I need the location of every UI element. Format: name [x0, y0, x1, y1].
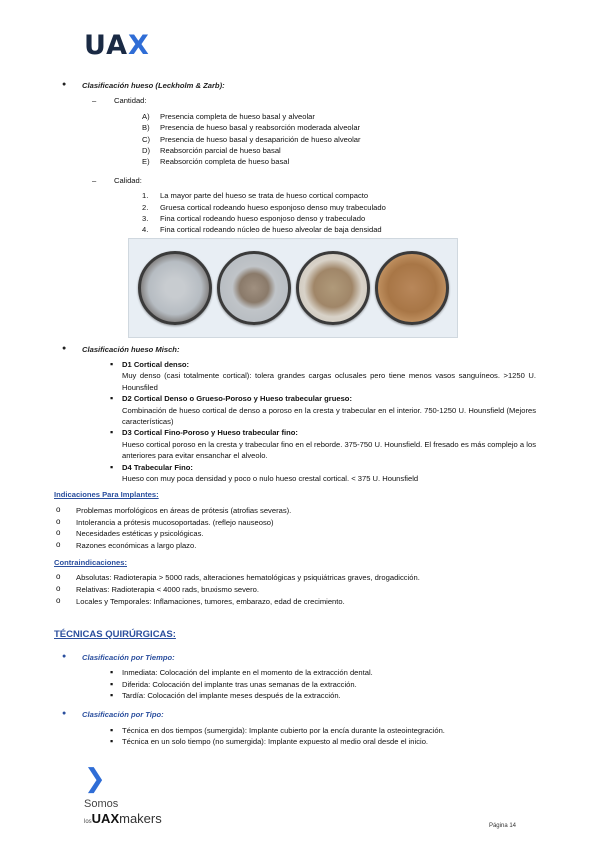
list-item: ▪ D2 Cortical Denso o Grueso-Poroso y Hueso trabecular grueso: Combinación de hueso cortical de denso a poroso en la cresta y trabecular en el interior. 750-1250 U. Hounsfield (Mejores características) — [110, 393, 536, 427]
list-item: ▪ D1 Cortical denso: Muy denso (casi totalmente cortical): tolera grandes cargas oclusales pero tiene menos vasos sanguíneos. >1250 U. Hounsfiled — [110, 359, 536, 393]
tecnicas-heading: TÉCNICAS QUIRÚRGICAS: — [54, 628, 176, 640]
indicaciones-list — [54, 505, 536, 552]
list-item: E) Reabsorción completa de hueso basal — [142, 157, 290, 167]
tiempo-list — [62, 667, 536, 701]
list-item: A) Presencia completa de hueso basal y alveolar — [142, 111, 315, 121]
misch-list — [62, 359, 536, 484]
list-item: o Locales y Temporales: Inflamaciones, tumores, embarazo, edad de crecimiento. — [54, 596, 536, 608]
cantidad-list — [62, 111, 536, 168]
uax-logo: UAX — [84, 30, 150, 61]
list-item: 1. La mayor parte del hueso se trata de hueso cortical compacto — [142, 191, 369, 201]
tipo-list — [62, 725, 536, 748]
list-item: ▪ Técnica en un solo tiempo (no sumergida): Implante expuesto al medio oral desde el inicio. — [110, 736, 536, 747]
bone-sample-2 — [217, 251, 291, 325]
page-number: Página 14 — [488, 823, 516, 829]
list-item: ▪ Diferida: Colocación del implante tras unas semanas de la extracción. — [110, 679, 536, 690]
chevron-right-icon: ❯ — [84, 764, 106, 794]
list-item: ▪ Técnica en dos tiempos (sumergida): Implante cubierto por la encía durante la osteointegración. — [110, 725, 536, 736]
list-item: o Absolutas: Radioterapia > 5000 rads, alteraciones hematológicas y psiquiátricas graves, drogadicción. — [54, 572, 536, 584]
bone-sample-3 — [296, 251, 370, 325]
list-item: ▪ Tardía: Colocación del implante meses después de la extracción. — [110, 690, 536, 701]
list-item: C) Presencia de hueso basal y desaparición de hueso alveolar — [142, 134, 361, 144]
list-item: 4. Fina cortical rodeando núcleo de hueso alveolar de baja densidad — [142, 225, 382, 235]
page-content — [54, 80, 536, 753]
bone-sample-1 — [138, 251, 212, 325]
bone-sample-4 — [375, 251, 449, 325]
tipo-title: ● Clasificación por Tipo: — [62, 709, 536, 720]
list-item: 3. Fina cortical rodeando hueso esponjoso denso y trabeculado — [142, 213, 366, 223]
indicaciones-heading: Indicaciones Para Implantes: — [54, 490, 159, 500]
list-item: B) Presencia de hueso basal y reabsorción moderada alveolar — [142, 123, 361, 133]
list-item: o Relativas: Radioterapia < 4000 rads, bruxismo severo. — [54, 584, 536, 596]
calidad-label: – Calidad: — [62, 175, 536, 186]
list-item: o Problemas morfológicos en áreas de prótesis (atrofias severas). — [54, 505, 536, 517]
contraindicaciones-heading: Contraindicaciones: — [54, 557, 127, 567]
list-item: o Necesidades estéticas y psicológicas. — [54, 528, 536, 540]
tiempo-title: ● Clasificación por Tiempo: — [62, 652, 536, 663]
section-leckholm-title: ● Clasificación hueso (Leckholm & Zarb): — [62, 80, 536, 91]
calidad-list — [62, 190, 536, 236]
list-item: ▪ D3 Cortical Fino-Poroso y Hueso trabecular fino: Hueso cortical poroso en la cresta y trabecular fino en el reborde. 375-750 U. Hounsfield. El fresado es más complejo a los anteriores para evitar ensanchar el alveolo. — [110, 427, 536, 461]
somos-uax-makers-logo: Somos losUAXmakers — [84, 798, 162, 827]
contraindicaciones-list — [54, 572, 536, 607]
list-item: ▪ Inmediata: Colocación del implante en el momento de la extracción dental. — [110, 667, 536, 678]
section-misch-title: ● Clasificación hueso Misch: — [62, 344, 536, 355]
cantidad-label: – Cantidad: — [62, 95, 536, 106]
list-item: o Intolerancia a prótesis mucosoportadas. (reflejo nauseoso) — [54, 517, 536, 529]
list-item: D) Reabsorción parcial de hueso basal — [142, 145, 281, 155]
list-item: 2. Gruesa cortical rodeando hueso esponjoso denso muy trabeculado — [142, 202, 386, 212]
list-item: ▪ D4 Trabecular Fino: Hueso con muy poca densidad y poco o nulo hueso crestal cortical. < 375 U. Hounsfield — [110, 462, 536, 485]
list-item: o Razones económicas a largo plazo. — [54, 540, 536, 552]
bone-density-photo — [128, 238, 458, 338]
